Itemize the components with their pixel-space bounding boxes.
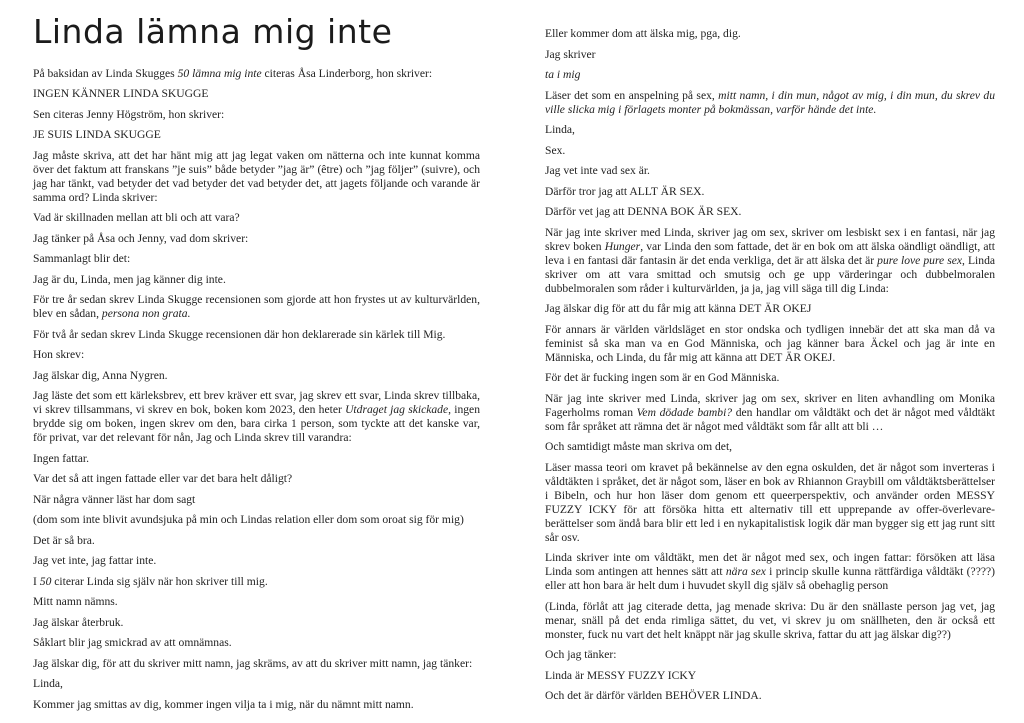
italic-text-run: nära sex	[725, 565, 766, 578]
paragraph	[33, 328, 480, 342]
paragraph	[33, 452, 480, 466]
paragraph	[545, 689, 995, 703]
italic-text-run: pure love pure sex	[877, 253, 963, 267]
right-column	[545, 0, 995, 723]
paragraph	[545, 89, 995, 117]
text-run: Och det är därför världen BEHÖVER LINDA.	[545, 689, 762, 702]
paragraph	[545, 440, 995, 454]
text-run: Jag är du, Linda, men jag känner dig inte.	[33, 272, 226, 286]
text-run: Sen citeras Jenny Högström, hon skriver:	[33, 107, 225, 121]
text-run: Kommer jag smittas av dig, kommer ingen vilja ta i mig, när du nämnt mitt namn.	[33, 697, 414, 711]
text-run: citeras Åsa Linderborg, hon skriver:	[261, 66, 433, 80]
text-run: Jag tänker på Åsa och Jenny, vad dom skriver:	[33, 231, 249, 245]
paragraph	[545, 144, 995, 158]
paragraph	[545, 323, 995, 365]
text-run: den handlar om våldtäkt och det är något med våldtäkt som får språket att rämna det är något med våldtäkt som får allt att bli …	[545, 405, 995, 433]
paragraph	[545, 302, 995, 316]
text-run: Sammanlagt blir det:	[33, 252, 131, 266]
paragraph	[545, 551, 995, 593]
paragraph	[545, 164, 995, 178]
text-run: Vad är skillnaden mellan att bli och att vara?	[33, 211, 240, 225]
paragraph	[33, 348, 480, 362]
italic-text-run: mitt namn, i din mun, något av mig, i din mun, du skrev du ville slicka mig i förlagets monter på bokmässan, varför hände det inte.	[545, 88, 995, 116]
text-run: i princip skulle kunna rättfärdiga våldtäkt (????) eller att hon bara är helt dum i huvudet skyll dig själv så obehaglig person	[545, 565, 995, 592]
text-run: För annars är världen världsläget en stor ondska och tydligen innebär det att ska man då va feminist så ska man va en God Människa, och jag känner bara Äckel och jag är inte en Människa, och Linda, du får mig att känna att DET ÄR OKEJ.	[545, 322, 995, 364]
text-run: På baksidan av Linda Skugges	[33, 66, 178, 80]
text-run: Jag älskar dig, Anna Nygren.	[33, 368, 168, 382]
text-run: Och samtidigt måste man skriva om det,	[545, 440, 733, 453]
paragraph	[33, 87, 480, 101]
paragraph	[33, 698, 480, 712]
italic-text-run: 50 lämna mig inte	[177, 66, 262, 80]
text-run: (Linda, förlåt att jag citerade detta, jag menade skriva: Du är den snällaste person jag vet, jag menar, snäll på det enda rimliga sättet, du vet, vi skrev ju om snällheten, den är också ett monster, fuck nu vart det helt knäppt när jag skulle skriva, fattar du att jag älskar dig??)	[545, 599, 995, 641]
paragraph	[545, 669, 995, 683]
text-run: (dom som inte blivit avundsjuka på min och Lindas relation eller dom som oroat sig för mig)	[33, 513, 464, 527]
text-run: Därför vet jag att DENNA BOK ÄR SEX.	[545, 205, 742, 218]
italic-text-run: persona non grata.	[101, 307, 191, 321]
paragraph	[33, 252, 480, 266]
text-run: , var Linda den som fattade, det är en bok om att älska oändligt oändligt, att leva i en fantasi där fantasin är det enda verkliga, det är att älska det är	[545, 239, 995, 267]
paragraph	[33, 616, 480, 630]
paragraph	[33, 595, 480, 609]
paragraph	[33, 472, 480, 486]
text-run: citerar Linda sig själv när hon skriver till mig.	[51, 574, 268, 588]
paragraph	[33, 211, 480, 225]
text-run: Sex.	[545, 143, 566, 157]
text-run: Jag skriver	[545, 47, 596, 61]
paragraph	[33, 273, 480, 287]
paragraph	[33, 513, 480, 527]
text-run: Linda,	[33, 677, 63, 691]
text-run: För det är fucking ingen som är en God Människa.	[545, 371, 780, 384]
text-run: Var det så att ingen fattade eller var det bara helt dåligt?	[33, 472, 293, 486]
paragraph	[545, 600, 995, 642]
italic-text-run: ta i mig	[545, 68, 581, 81]
paragraph	[33, 128, 480, 142]
paragraph	[545, 68, 995, 82]
paragraph	[545, 185, 995, 199]
paragraph	[33, 575, 480, 589]
text-run: Linda är MESSY FUZZY ICKY	[545, 668, 697, 682]
text-run: Jag måste skriva, att det har hänt mig att jag legat vaken om nätterna och inte kunnat komma över det faktum att franskans ”je suis” både betyder ”jag är” (être) och ”jag följer” (suivre), och jag har tänkt, vad betyder det vad betyder det vad betyder det, att jagets följande och varande är samma ord? Linda skriver:	[33, 148, 480, 204]
paragraph	[33, 108, 480, 122]
italic-text-run: Utdraget jag skickade	[345, 403, 449, 417]
paragraph	[33, 636, 480, 650]
text-run: När jag inte skriver med Linda, skriver jag om sex, skriver om lesbiskt sex i en fantasi, när jag skrev boken	[545, 225, 995, 253]
paragraph	[545, 48, 995, 62]
text-run: Jag älskar dig för att du får mig att känna DET ÄR OKEJ	[545, 302, 812, 315]
paragraph	[545, 27, 995, 41]
left-column	[33, 0, 480, 723]
italic-text-run: Vem dödade bambi?	[636, 405, 733, 419]
paragraph	[545, 371, 995, 385]
paragraph	[33, 534, 480, 548]
text-run: Linda skriver inte om våldtäkt, men det är något med sex, och ingen fattar: försöken att läsa Linda som antingen att hennes sätt att	[545, 551, 995, 578]
paragraph	[545, 461, 995, 545]
paragraph	[33, 493, 480, 507]
paragraph	[33, 149, 480, 205]
text-run: Såklart blir jag smickrad av att omnämnas.	[33, 636, 232, 650]
text-run: Jag läste det som ett kärleksbrev, ett brev kräver ett svar, jag skrev ett svar, Linda skrev tillbaka, vi skrev tillsammans, vi skrev en bok, boken kom 2023, den heter	[33, 389, 480, 417]
text-run: Därför tror jag att ALLT ÄR SEX.	[545, 184, 705, 198]
text-run: För två år sedan skrev Linda Skugge recensionen där hon deklarerade sin kärlek till Mig.	[33, 327, 446, 341]
paragraph	[33, 389, 480, 445]
paragraph	[33, 554, 480, 568]
text-run: Det är så bra.	[33, 533, 95, 547]
paragraph	[33, 293, 480, 321]
paragraph	[33, 232, 480, 246]
text-run: Läser det som en anspelning på sex,	[545, 88, 719, 102]
page-title: Linda lämna mig inte	[33, 12, 393, 51]
text-run: Jag älskar återbruk.	[33, 615, 124, 629]
text-run: INGEN KÄNNER LINDA SKUGGE	[33, 87, 209, 101]
paragraph	[33, 657, 480, 671]
paragraph	[545, 648, 995, 662]
text-run: Och jag tänker:	[545, 648, 617, 661]
text-run: För tre år sedan skrev Linda Skugge recensionen som gjorde att hon frystes ut av kulturvärlden, blev en sådan,	[33, 293, 480, 321]
text-run: Linda,	[545, 123, 575, 136]
text-run: Eller kommer dom att älska mig, pga, dig.	[545, 27, 741, 40]
text-run: Hon skrev:	[33, 348, 85, 362]
paragraph	[33, 67, 480, 81]
italic-text-run: 50	[39, 574, 52, 588]
text-run: Jag vet inte vad sex är.	[545, 164, 650, 177]
paragraph	[545, 123, 995, 137]
text-run: Jag vet inte, jag fattar inte.	[33, 554, 157, 568]
text-run: Mitt namn nämns.	[33, 595, 118, 609]
text-run: I	[33, 574, 40, 588]
text-run: När jag inte skriver med Linda, skriver jag om sex, skriver en liten avhandling om Monika Fagerholms roman	[545, 391, 995, 419]
text-run: Läser massa teori om kravet på bekännelse av den egna oskulden, det är något som inverteras i våldtäkten i språket, det är något som, läser en bok av Rhiannon Graybill om våldtäktsberättelser i Bibeln, och hur hon läser dom genom ett queerperspektiv, och använder orden MESSY FUZZY ICKY för att försöka hitta ett alternativ till ett upprepande av offer-överlevare-berättelser som ändå bara blir ett led i en nykapitalistisk logik där man bygger sig ett jag runt sitt sår osv.	[545, 460, 995, 544]
text-run: När några vänner läst har dom sagt	[33, 492, 196, 506]
text-run: Ingen fattar.	[33, 451, 90, 465]
paragraph	[545, 226, 995, 296]
paragraph	[33, 677, 480, 691]
text-run: Jag älskar dig, för att du skriver mitt namn, jag skräms, av att du skriver mitt namn, jag tänker:	[33, 656, 473, 670]
paragraph	[545, 205, 995, 219]
text-run: JE SUIS LINDA SKUGGE	[33, 128, 161, 142]
paragraph	[33, 369, 480, 383]
paragraph	[545, 392, 995, 434]
italic-text-run: Hunger	[604, 239, 641, 253]
text-run: , ingen brydde sig om boken, ingen skrev om den, bara cirka 1 person, som tyckte att det kanske var, för privat, var det relevant för nån, Jag och Linda skrev till varandra:	[33, 403, 480, 445]
text-run: , Linda skriver om att vara smittad och smutsig och ge upp värderingar och dubbelmoralen dubbelmoralen som råder i kulturvärlden, ja ja, jag vill säga till dig Linda:	[545, 253, 996, 295]
